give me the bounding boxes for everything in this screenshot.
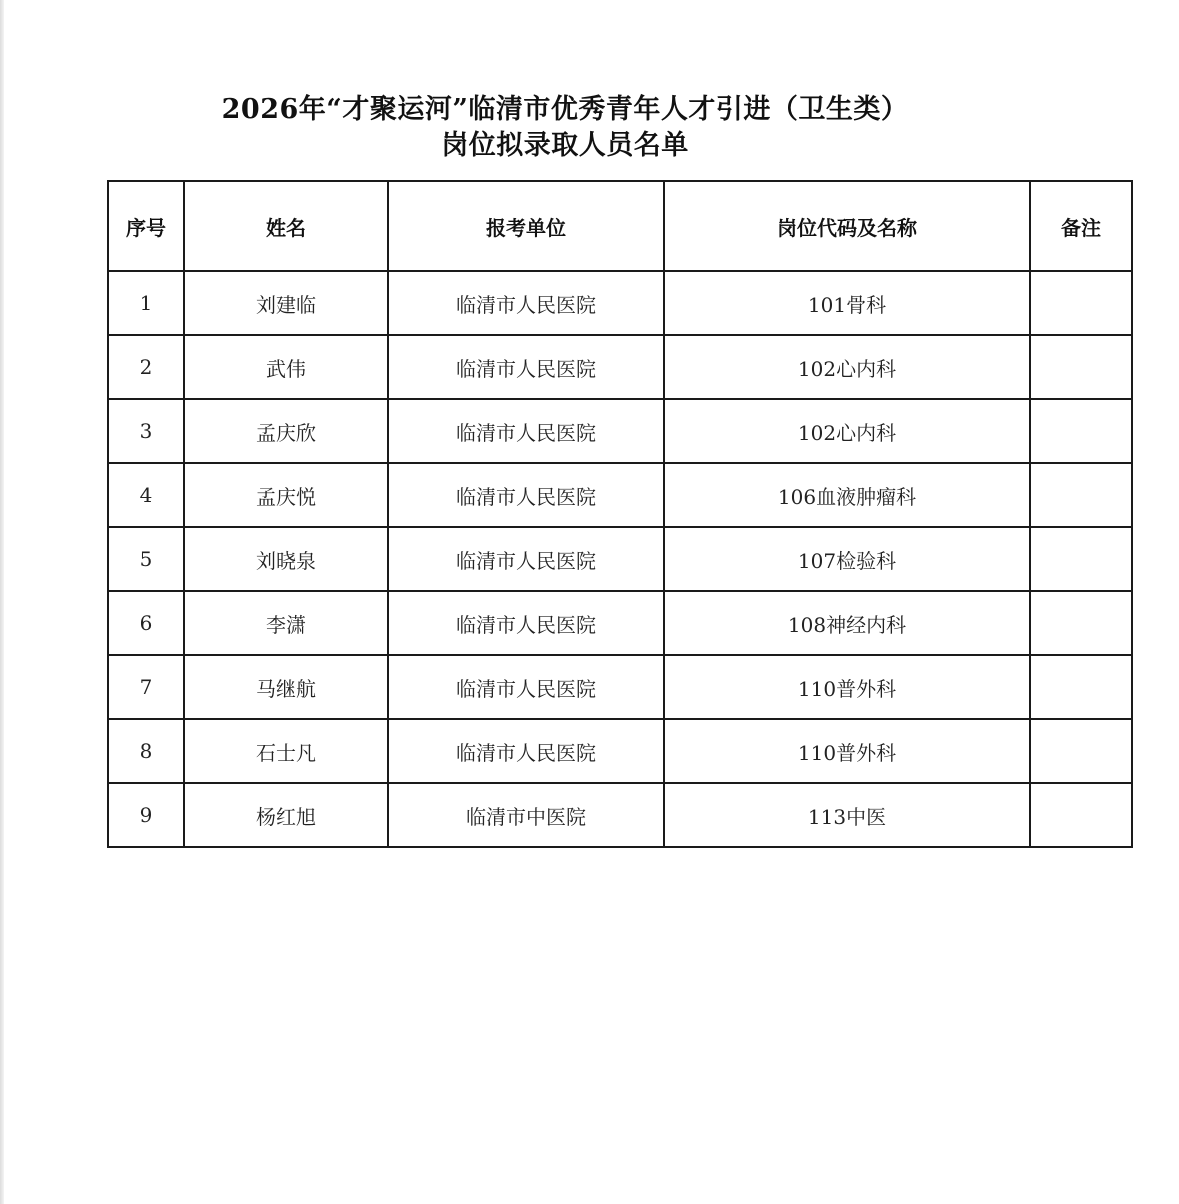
cell-note — [1030, 271, 1132, 335]
cell-seq: 9 — [108, 783, 184, 847]
cell-name: 孟庆悦 — [184, 463, 388, 527]
admission-list-table — [107, 180, 1133, 848]
cell-name: 杨红旭 — [184, 783, 388, 847]
table-body — [108, 271, 1132, 847]
document-title — [0, 92, 1130, 164]
cell-seq: 4 — [108, 463, 184, 527]
cell-note — [1030, 527, 1132, 591]
table-row — [108, 271, 1132, 335]
cell-name: 刘建临 — [184, 271, 388, 335]
header-unit: 报考单位 — [388, 181, 664, 271]
cell-unit: 临清市人民医院 — [388, 399, 664, 463]
cell-post: 102心内科 — [664, 335, 1030, 399]
header-note: 备注 — [1030, 181, 1132, 271]
table-row — [108, 655, 1132, 719]
cell-post: 102心内科 — [664, 399, 1030, 463]
cell-note — [1030, 591, 1132, 655]
cell-seq: 3 — [108, 399, 184, 463]
cell-note — [1030, 719, 1132, 783]
cell-seq: 6 — [108, 591, 184, 655]
cell-post: 107检验科 — [664, 527, 1030, 591]
cell-post: 108神经内科 — [664, 591, 1030, 655]
table-row — [108, 719, 1132, 783]
title-line-2: 岗位拟录取人员名单 — [441, 130, 689, 161]
header-seq: 序号 — [108, 181, 184, 271]
cell-seq: 2 — [108, 335, 184, 399]
table-row — [108, 399, 1132, 463]
table-row — [108, 335, 1132, 399]
table-header-row — [108, 181, 1132, 271]
cell-note — [1030, 655, 1132, 719]
cell-unit: 临清市人民医院 — [388, 335, 664, 399]
table-row — [108, 783, 1132, 847]
cell-unit: 临清市人民医院 — [388, 591, 664, 655]
cell-name: 马继航 — [184, 655, 388, 719]
cell-name: 刘晓泉 — [184, 527, 388, 591]
cell-note — [1030, 783, 1132, 847]
cell-seq: 1 — [108, 271, 184, 335]
cell-post: 110普外科 — [664, 719, 1030, 783]
cell-post: 113中医 — [664, 783, 1030, 847]
cell-name: 李潇 — [184, 591, 388, 655]
cell-post: 106血液肿瘤科 — [664, 463, 1030, 527]
cell-name: 孟庆欣 — [184, 399, 388, 463]
cell-note — [1030, 335, 1132, 399]
header-name: 姓名 — [184, 181, 388, 271]
page-edge-shadow — [0, 0, 4, 1204]
cell-post: 101骨科 — [664, 271, 1030, 335]
cell-post: 110普外科 — [664, 655, 1030, 719]
cell-unit: 临清市人民医院 — [388, 655, 664, 719]
cell-name: 武伟 — [184, 335, 388, 399]
title-line-1: 2026年“才聚运河”临清市优秀青年人才引进（卫生类） — [221, 94, 909, 125]
cell-seq: 5 — [108, 527, 184, 591]
cell-note — [1030, 399, 1132, 463]
table-row — [108, 591, 1132, 655]
cell-unit: 临清市人民医院 — [388, 463, 664, 527]
cell-unit: 临清市人民医院 — [388, 527, 664, 591]
table-row — [108, 463, 1132, 527]
cell-name: 石士凡 — [184, 719, 388, 783]
cell-unit: 临清市人民医院 — [388, 719, 664, 783]
cell-seq: 8 — [108, 719, 184, 783]
cell-unit: 临清市中医院 — [388, 783, 664, 847]
cell-note — [1030, 463, 1132, 527]
header-post: 岗位代码及名称 — [664, 181, 1030, 271]
cell-unit: 临清市人民医院 — [388, 271, 664, 335]
cell-seq: 7 — [108, 655, 184, 719]
table-row — [108, 527, 1132, 591]
